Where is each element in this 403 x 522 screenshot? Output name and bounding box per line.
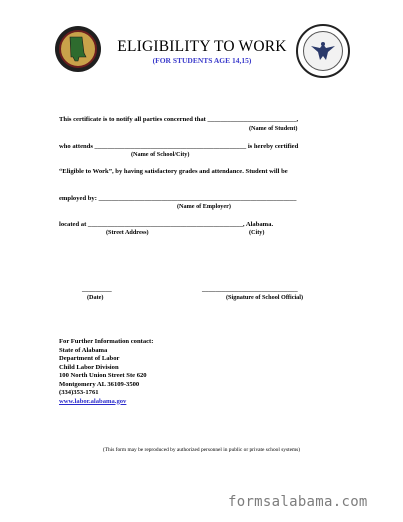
contact-heading: For Further Information contact: xyxy=(59,338,154,345)
site-watermark: formsalabama.com xyxy=(228,494,368,510)
school-line: who attends ______________________________________________ is hereby certified xyxy=(59,143,299,150)
school-name-hint: (Name of School/City) xyxy=(131,151,190,158)
contact-division: Child Labor Division xyxy=(59,363,119,371)
contact-street: 100 North Union Street Ste 620 xyxy=(59,372,147,379)
contact-website-link[interactable]: www.labor.alabama.gov xyxy=(59,397,127,405)
location-line: located at _______________________________________________, Alabama. xyxy=(59,221,274,228)
state-of-alabama-seal xyxy=(55,26,101,72)
city-hint: (City) xyxy=(249,229,265,236)
student-name-hint: (Name of Student) xyxy=(249,125,298,132)
employer-name-hint: (Name of Employer) xyxy=(177,203,231,210)
employer-line: employed by: ____________________________________________________________ xyxy=(59,195,297,202)
page-title: ELIGIBILITY TO WORK xyxy=(117,38,287,55)
contact-city-zip: Montgomery AL 36109-3500 xyxy=(59,380,140,388)
department-of-labor-seal xyxy=(296,24,350,78)
alabama-map-icon xyxy=(67,36,89,62)
contact-department: Department of Labor xyxy=(59,355,120,362)
signature-line: _____________________________ xyxy=(202,286,298,293)
date-label: (Date) xyxy=(87,294,104,301)
eagle-icon xyxy=(310,40,336,62)
eligibility-line: “Eligible to Work”, by having satisfactory grades and attendance. Student will be xyxy=(59,168,288,175)
contact-state: State of Alabama xyxy=(59,346,108,354)
signature-label: (Signature of School Official) xyxy=(226,294,304,301)
contact-phone: (334)353-1761 xyxy=(59,389,99,396)
reproduction-note: (This form may be reproduced by authorized personnel in public or private school systems) xyxy=(102,447,301,453)
contact-block xyxy=(59,338,153,406)
student-line: This certificate is to notify all parties concerned that ___________________________, xyxy=(59,116,299,123)
street-address-hint: (Street Address) xyxy=(106,229,149,236)
page-subtitle: (FOR STUDENTS AGE 14,15) xyxy=(152,56,252,65)
date-line: _________ xyxy=(82,286,112,293)
